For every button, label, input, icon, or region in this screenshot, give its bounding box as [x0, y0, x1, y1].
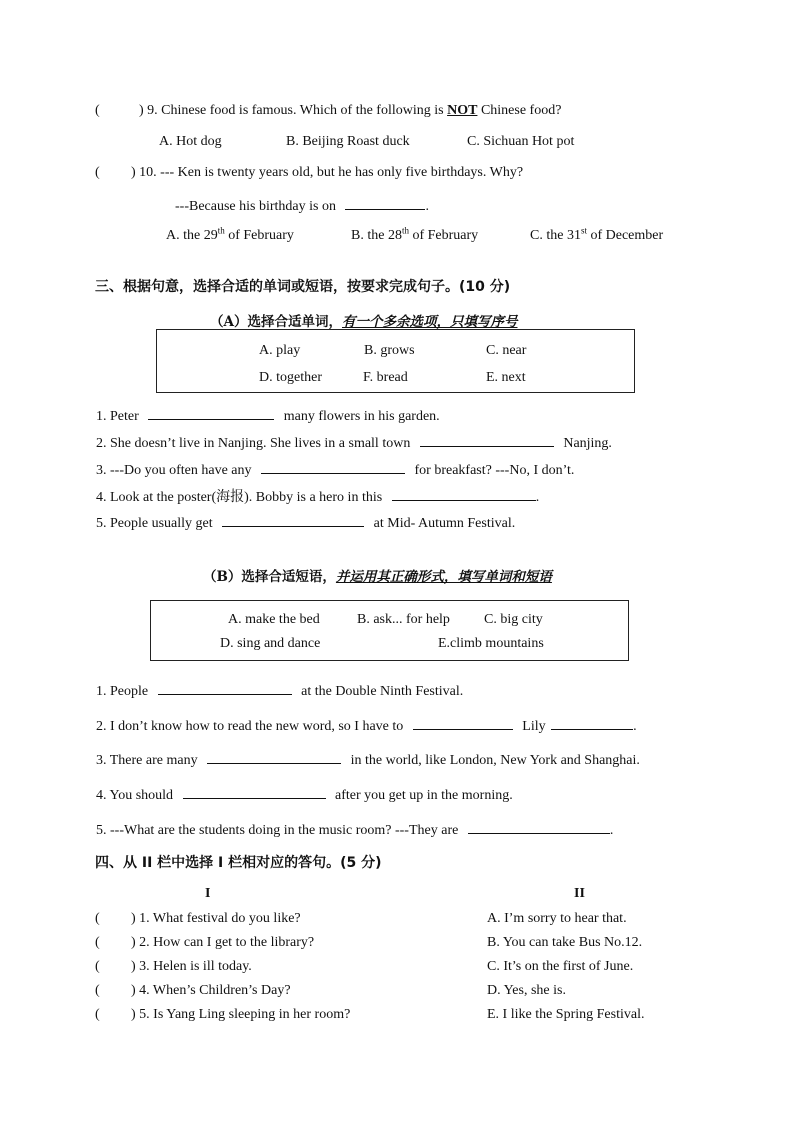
- answer-blank[interactable]: [392, 487, 536, 501]
- answer-blank[interactable]: [158, 681, 292, 695]
- part-a-heading: （A）选择合适单词，有一个多余选项，只填写序号: [210, 314, 518, 330]
- q10-option-b: B. the 28th of February: [351, 225, 479, 243]
- match-answer: E. I like the Spring Festival.: [487, 1007, 645, 1022]
- part-b-sentence-2: 2. I don’t know how to read the new word, so I have to Lily .: [96, 716, 637, 735]
- section-3-title: 三、根据句意，选择合适的单词或短语，按要求完成句子。(10 分): [95, 279, 511, 295]
- match-answer: B. You can take Bus No.12.: [487, 935, 643, 950]
- answer-blank[interactable]: [413, 716, 513, 730]
- q10-answer-line: ---Because his birthday is on .: [175, 196, 429, 215]
- match-row: ( ) 5. Is Yang Ling sleeping in her room?: [95, 1007, 351, 1022]
- word-choice: B. grows: [364, 343, 415, 358]
- phrase-choice: A. make the bed: [228, 612, 320, 627]
- part-b-sentence-5: 5. ---What are the students doing in the music room? ---They are .: [96, 820, 613, 839]
- word-choice: A. play: [259, 343, 301, 358]
- q10-option-c: C. the 31st of December: [530, 225, 664, 243]
- match-answer: A. I’m sorry to hear that.: [487, 911, 627, 926]
- q9-option-c: C. Sichuan Hot pot: [467, 134, 575, 149]
- part-a-sentence-3: 3. ---Do you often have any for breakfast? ---No, I don’t.: [96, 460, 574, 479]
- phrase-choice: C. big city: [484, 612, 543, 627]
- section-4-title: 四、从 II 栏中选择 I 栏相对应的答句。(5 分): [95, 855, 382, 871]
- match-answer: C. It’s on the first of June.: [487, 959, 634, 974]
- question-10: [95, 165, 523, 181]
- phrase-choice: B. ask... for help: [357, 612, 450, 627]
- q9-option-b: B. Beijing Roast duck: [286, 134, 410, 149]
- q10-stem: ) 10. --- Ken is twenty years old, but he has only five birthdays. Why?: [131, 165, 524, 180]
- answer-blank[interactable]: [345, 196, 425, 210]
- answer-blank[interactable]: [183, 785, 326, 799]
- match-row: ( ) 2. How can I get to the library?: [95, 935, 315, 950]
- answer-paren[interactable]: (: [95, 1007, 100, 1022]
- match-row: ( ) 1. What festival do you like?: [95, 911, 301, 926]
- part-b-sentence-4: 4. You should after you get up in the morning.: [96, 785, 513, 804]
- answer-blank[interactable]: [468, 820, 610, 834]
- answer-blank[interactable]: [207, 750, 341, 764]
- answer-blank[interactable]: [551, 716, 633, 730]
- question-9: [95, 103, 561, 119]
- word-choice: F. bread: [363, 370, 408, 385]
- word-choice: C. near: [486, 343, 527, 358]
- word-choice: E. next: [486, 370, 526, 385]
- answer-paren[interactable]: (: [95, 103, 100, 118]
- column-i-header: I: [205, 886, 211, 901]
- match-row: ( ) 3. Helen is ill today.: [95, 959, 252, 974]
- match-row: ( ) 4. When’s Children’s Day?: [95, 983, 291, 998]
- answer-paren[interactable]: (: [95, 935, 100, 950]
- part-a-sentence-1: 1. Peter many flowers in his garden.: [96, 406, 440, 425]
- answer-paren[interactable]: (: [95, 983, 100, 998]
- part-a-sentence-2: 2. She doesn’t live in Nanjing. She lives in a small town Nanjing.: [96, 433, 612, 452]
- part-a-sentence-4: 4. Look at the poster(海报). Bobby is a hero in this .: [96, 486, 539, 506]
- answer-paren[interactable]: (: [95, 959, 100, 974]
- answer-blank[interactable]: [148, 406, 274, 420]
- phrase-choice: D. sing and dance: [220, 636, 321, 651]
- column-ii-header: II: [574, 886, 585, 901]
- q9-stem-pre: ) 9. Chinese food is famous. Which of the following is: [139, 103, 448, 118]
- part-b-heading: （B）选择合适短语，并运用其正确形式，填写单词和短语: [203, 569, 552, 585]
- q9-not-word: NOT: [447, 103, 478, 118]
- part-b-sentence-3: 3. There are many in the world, like London, New York and Shanghai.: [96, 750, 640, 769]
- phrase-choice: E.climb mountains: [438, 636, 544, 651]
- answer-blank[interactable]: [261, 460, 405, 474]
- word-choice: D. together: [259, 370, 322, 385]
- match-answer: D. Yes, she is.: [487, 983, 566, 998]
- q10-option-a: A. the 29th of February: [166, 225, 294, 243]
- answer-paren[interactable]: (: [95, 165, 100, 180]
- part-b-sentence-1: 1. People at the Double Ninth Festival.: [96, 681, 463, 700]
- answer-blank[interactable]: [420, 433, 554, 447]
- q9-option-a: A. Hot dog: [159, 134, 222, 149]
- answer-paren[interactable]: (: [95, 911, 100, 926]
- part-a-sentence-5: 5. People usually get at Mid- Autumn Festival.: [96, 513, 515, 532]
- q9-stem-post: Chinese food?: [477, 103, 562, 118]
- answer-blank[interactable]: [222, 513, 364, 527]
